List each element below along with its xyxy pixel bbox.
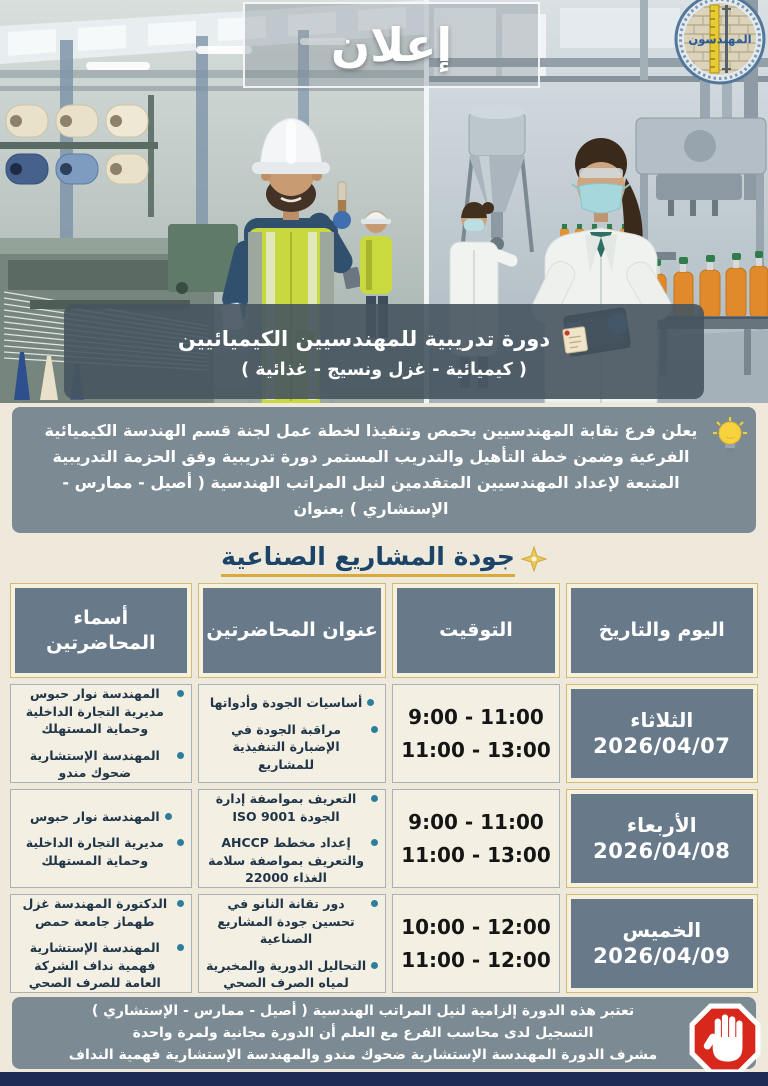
intro-text: يعلن فرع نقابة المهندسيين بحمص وتنفيذا لخطة عمل لجنة قسم الهندسة الكيميائية الفرعية وضمن خطة التأهيل والتدريب المستمر دورة تدريبية وفق الحزمة التدريبية المتبعة لإعداد المهندسيين المتقدمين لنيل المراتب الهندسية ( أصيل - ممارس - الإستشاري ) بعنوان — [44, 421, 698, 518]
banner-title: دورة تدريبية للمهندسيين الكيميائيين — [177, 327, 551, 351]
lightbulb-icon — [712, 417, 748, 457]
footer-line: التسجيل لدى محاسب الفرع مع العلم أن الدورة مجانية ولمرة واحدة — [132, 1024, 594, 1041]
time-cell: 10:00 - 12:00 11:00 - 12:00 — [392, 894, 559, 993]
bullet-icon — [371, 839, 378, 846]
course-title-text: جودة المشاريع الصناعية — [221, 542, 515, 577]
bullet-icon — [367, 699, 374, 706]
bullet-icon — [371, 900, 378, 907]
logo-label: المهندسون — [688, 32, 752, 46]
date-cell: الخميس 2026/04/09 — [566, 894, 758, 993]
sparkle-icon — [521, 546, 547, 572]
schedule-table — [10, 583, 758, 993]
page-title: إعلان — [330, 18, 453, 72]
topics-cell: دور تقانة النانو في تحسين جودة المشاريع الصناعية التحاليل الدورية والمخبرية لمياه الصرف الصحي — [198, 894, 387, 993]
bullet-icon — [371, 962, 378, 969]
time-cell: 9:00 - 11:00 11:00 - 13:00 — [392, 789, 559, 888]
header-lecturers: أسماء المحاضرتين — [10, 583, 192, 678]
time-cell: 9:00 - 11:00 11:00 - 13:00 — [392, 684, 559, 783]
intro-paragraph-box — [12, 407, 756, 533]
bullet-icon — [177, 900, 184, 907]
bullet-icon — [177, 839, 184, 846]
header-time: التوقيت — [392, 583, 559, 678]
bullet-icon — [371, 726, 378, 733]
date-cell: الأربعاء 2026/04/08 — [566, 789, 758, 888]
engineers-syndicate-logo — [674, 0, 766, 85]
bullet-icon — [177, 944, 184, 951]
banner-subtitle: ( كيميائية - غزل ونسيج - غذائية ) — [241, 360, 527, 380]
bottom-navy-bar — [0, 1072, 768, 1086]
topics-cell: أساسيات الجودة وأدواتها مراقبة الجودة في الإضبارة التنفيذية للمشاريع — [198, 684, 387, 783]
factory-photo-collage — [0, 0, 768, 403]
header-day-date: اليوم والتاريخ — [566, 583, 758, 678]
footer-note-box — [12, 997, 756, 1069]
footer-line: مشرف الدورة المهندسة الإستشارية ضحوك مندو والمهندسة الإستشارية فهمية النداف — [68, 1047, 658, 1064]
lecturers-cell: المهندسة نوار حبوس مديرية التجارة الداخلية وحماية المستهلك — [10, 789, 192, 888]
stop-hand-icon — [688, 1002, 762, 1076]
header-topics: عنوان المحاضرتين — [198, 583, 387, 678]
lecturers-cell: الدكتورة المهندسة غزل طهماز جامعة حمص المهندسة الإستشارية فهمية نداف الشركة العامة للصرف الصحي — [10, 894, 192, 993]
bullet-icon — [177, 690, 184, 697]
memo-note-icon — [560, 323, 590, 355]
bullet-icon — [165, 813, 172, 820]
footer-line: تعتبر هذه الدورة إلزامية لنيل المراتب الهندسية ( أصيل - ممارس - الإستشاري ) — [91, 1002, 635, 1019]
announcement-title-box — [243, 2, 540, 88]
lecturers-cell: المهندسة نوار حبوس مديرية التجارة الداخلية وحماية المستهلك المهندسة الإستشارية ضحوك مندو — [10, 684, 192, 783]
date-cell: الثلاثاء 2026/04/07 — [566, 684, 758, 783]
course-banner — [64, 304, 704, 399]
course-title-heading — [0, 536, 768, 582]
bullet-icon — [177, 752, 184, 759]
topics-cell: التعريف بمواصفة إدارة الجودة ISO 9001 إعداد مخطط AHCCP والتعريف بمواصفة سلامة الغذاء 22000 — [198, 789, 387, 888]
bullet-icon — [371, 795, 378, 802]
